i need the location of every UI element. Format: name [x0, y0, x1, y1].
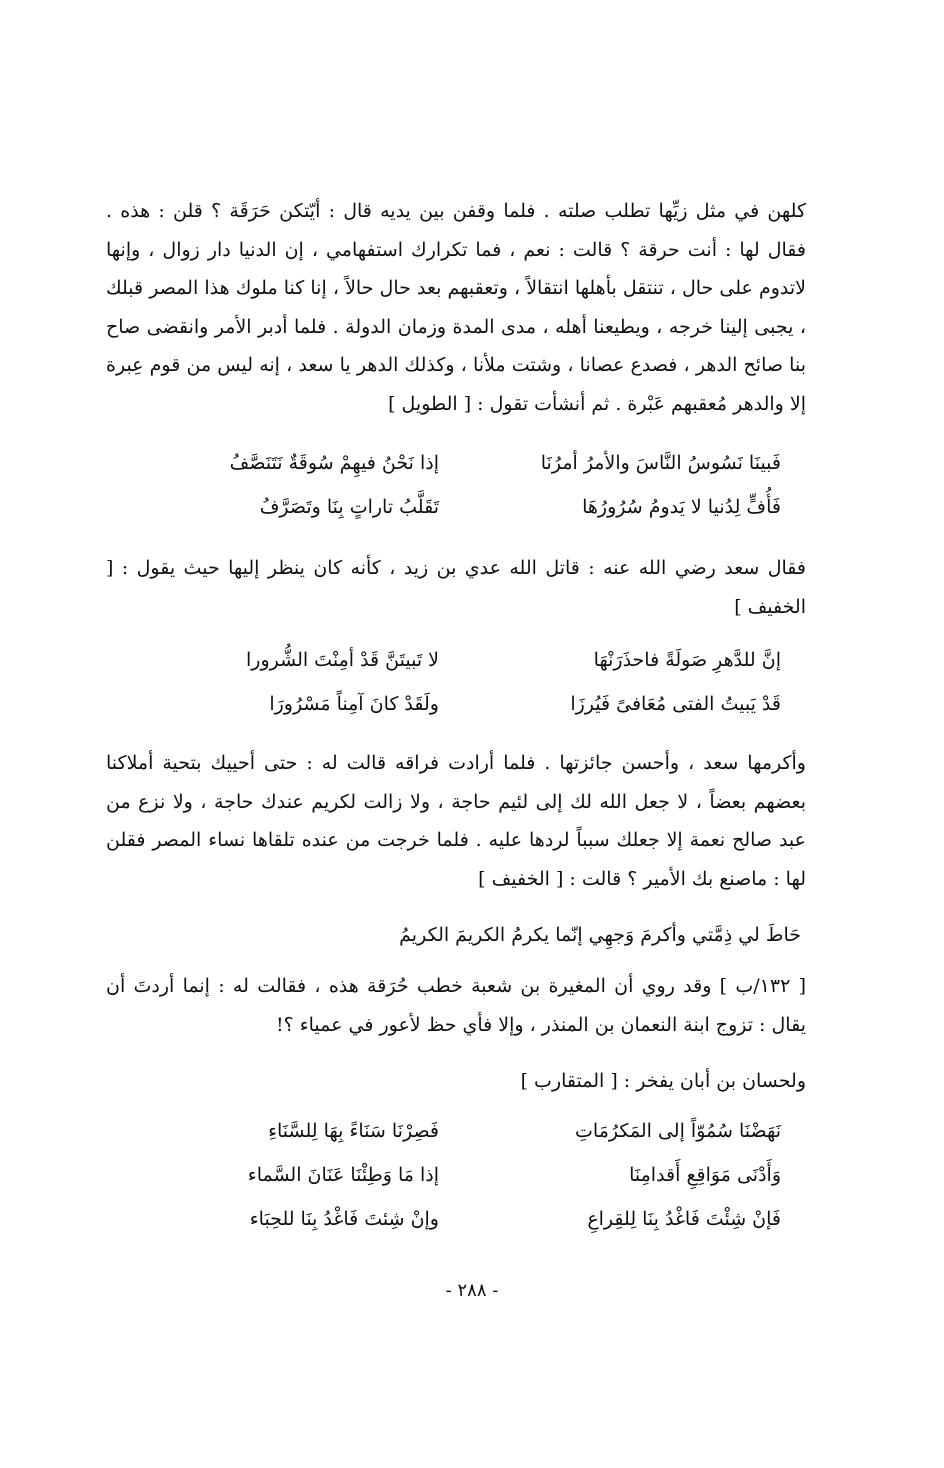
- paragraph-3: [106, 744, 806, 898]
- verse-line: [0, 452, 944, 496]
- paragraph-4: [106, 967, 806, 1044]
- verse-second-hemistich: وإنْ شِئتَ فَاغْدُ بِنَا للحِبَاء: [249, 1208, 439, 1230]
- poem-4: [0, 1120, 944, 1252]
- verse-second-hemistich: إذا مَا وَطِئْنَا عَنَانَ السَّماء: [247, 1164, 439, 1186]
- paragraph-2-text: فقال سعد رضي الله عنه : قاتل الله عدي بن زيد ، كأنه كان ينظر إليها حيث يقول : [ الخفيف ]: [106, 557, 806, 618]
- verse-first-hemistich: قَدْ يَبيتُ الفتى مُعَافىً فَيُرزَا: [570, 693, 781, 715]
- poem-2: [0, 649, 944, 737]
- verse-line: [0, 496, 944, 540]
- verse-first-hemistich: فَأُفٍّ لِدُنيا لا يَدومُ سُرُورُهَا: [582, 496, 781, 518]
- verse-line: [0, 1164, 944, 1208]
- paragraph-4-text: [ ١٣٢/ب ] وقد روي أن المغيرة بن شعبة خطب حُرَقة هذه ، فقالت له : إنما أردتَ أن يقال : تزوج ابنة النعمان بن المنذر ، وإلا فأي حظ لأعور في عمياء ؟!: [106, 975, 806, 1036]
- paragraph-5-text: ولحسان بن أبان يفخر : [ المتقارب ]: [520, 1070, 806, 1092]
- paragraph-1-text: كلهن في مثل زيِّها تطلب صلته . فلما وقفن بين يديه قال : أيّتكن حَرَقَة ؟ قلن : هذه . فقال لها : أنت حرقة ؟ قالت : نعم ، فما تكرارك استفهامي ، إن الدنيا دار زوال ، وإنها لاتدوم على حال ، تنتقل بأهلها انتقالاً ، وتعقبهم بعد حال حالاً ، إنا كنا ملوك هذا المصر قبلك ، يجبى إلينا خرجه ، ويطيعنا أهله ، مدى المدة وزمان الدولة . فلما أدبر الأمر وانقضى صاح بنا صائح الدهر ، فصدع عصانا ، وشتت ملأنا ، وكذلك الدهر يا سعد ، إنه ليس من قوم عِبرة إلا والدهر مُعقبهم عَبْرة . ثم أنشأت تقول : [ الطويل ]: [106, 200, 806, 415]
- paragraph-1: [106, 192, 806, 423]
- page-number: - ٢٨٨ -: [445, 1280, 499, 1301]
- verse-second-hemistich: لا تَبيتَنَّ قَدْ أمِنْتَ الشُّرورا: [246, 649, 439, 671]
- verse-second-hemistich: فَصِرْنَا سَنَاءً بِهَا لِلسَّنَاءِ: [268, 1120, 439, 1142]
- verse-second-hemistich: ولَقَدْ كانَ آمِناً مَسْرُورَا: [269, 693, 439, 715]
- poem-1: [0, 452, 944, 540]
- paragraph-5: [106, 1062, 806, 1101]
- verse-line: [0, 649, 944, 693]
- verse-second-hemistich: إذا نَحْنُ فيهِمْ سُوقَةٌ نَتَنَصَّفُ: [229, 452, 439, 474]
- paragraph-2: [106, 549, 806, 626]
- verse-line: [0, 693, 944, 737]
- verse-first-hemistich: نَهَضْنَا سُمُوّاً إلى المَكرُمَاتِ: [575, 1120, 781, 1142]
- verse-second-hemistich: تَقَلَّبُ تاراتٍ بِنَا وتَصَرَّفُ: [259, 496, 439, 518]
- verse-first-hemistich: فَإنْ شِئْتَ فَاغْدُ بِنَا لِلقِراعِ: [587, 1208, 781, 1230]
- verse-line: [0, 1208, 944, 1252]
- verse-first-hemistich: إنَّ للدَّهرِ صَولَةً فاحذَرَنْهَا: [593, 649, 781, 671]
- verse-first-hemistich: وَأَدْنَى مَوَاقِعِ أَقدامِنَا: [629, 1164, 781, 1186]
- verse-line: [0, 1120, 944, 1164]
- poem-3-line: حَاطَ لي ذِمَّتي وأكرمَ وَجهِي إنّما يكرمُ الكريمَ الكريمُ: [399, 924, 801, 946]
- paragraph-3-text: وأكرمها سعد ، وأحسن جائزتها . فلما أرادت فراقه قالت له : حتى أحييك بتحية أملاكنا بعضهم بعضاً ، لا جعل الله لك إلى لئيم حاجة ، ولا زالت لكريم عندك حاجة ، ولا نزع من عبد صالح نعمة إلا جعلك سبباً لردها عليه . فلما خرجت من عنده تلقاها نساء المصر فقلن لها : ماصنع بك الأمير ؟ قالت : [ الخفيف ]: [106, 752, 806, 890]
- verse-first-hemistich: فَبينَا نَسُوسُ النَّاسَ والأمرُ أمرُنَا: [540, 452, 781, 474]
